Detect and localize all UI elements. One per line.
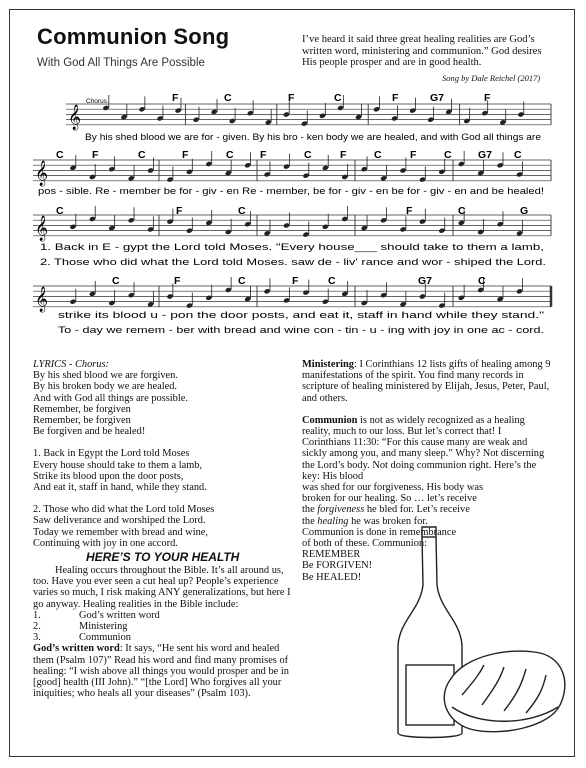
gods-word-label: God’s written word <box>33 643 120 655</box>
lyric-text-line: Every house should take to them a lamb, <box>33 459 203 471</box>
remember-line: Be HEALED! <box>302 571 362 583</box>
health-heading: HERE’S TO YOUR HEALTH <box>86 550 240 564</box>
lyric-line: By his shed blood we are for - given. By his bro - ken body we are healed, and with God all things are <box>85 132 541 143</box>
list-item <box>33 632 295 643</box>
chord: C <box>478 275 486 287</box>
chord: C <box>112 275 120 287</box>
communion-text: is not as widely recognized as a healing reality, much to our loss. But let’s correct that! I Corinthians 11:30: “For this cause many are weak and sickly among you, and many sleep.” Why? Not discerning the Lord’s body. Not doing communion right. Here’s the key: His blood <box>302 414 545 482</box>
bread-and-wine-illustration <box>380 515 570 755</box>
chord: F <box>174 275 181 287</box>
lyric-text-line: Remember, be forgiven <box>33 403 131 415</box>
chord: F <box>406 205 413 217</box>
list-item <box>33 610 295 621</box>
system-4 <box>58 275 544 336</box>
communion-line: of both of these. Communion: <box>302 538 427 550</box>
ministering-text: : I Corinthians 12 lists gifts of healing among 9 manifestations of the spirit. You find many records in scripture of healing ministered by Elijah, Jesus, Peter, Paul, and others. <box>302 359 551 404</box>
treble-clef-icon: 𝄞 <box>35 216 49 241</box>
list-text: Ministering <box>79 621 128 633</box>
lyric-text-line: By his broken body we are healed. <box>33 381 177 393</box>
song-credit: Song by Dale Reichel (2017) <box>442 73 541 83</box>
list-number: 2. <box>33 621 41 633</box>
chord: G <box>520 205 529 217</box>
communion-line: broken for our healing. So … let’s receive <box>302 493 477 505</box>
lyric-text-line: 2. Those who did what the Lord told Moses <box>33 504 215 516</box>
chord: F <box>410 149 417 161</box>
chord: C <box>458 205 466 217</box>
chord: F <box>176 205 183 217</box>
lyric-line: To - day we remem - ber with bread and wine con - tin - u - ing with joy in one ac - cord. <box>58 325 544 336</box>
health-intro: Healing occurs throughout the Bible. It’s all around us, too. Have you ever seen a cut heal up? People’s experience varies so much, I risk making ANY generalizations, but here I go anyway. Healing realities in the Bible include: <box>33 565 291 610</box>
lyric-text-line: Remember, be forgiven <box>33 415 131 427</box>
chord: C <box>444 149 452 161</box>
chord: F <box>92 149 99 161</box>
communion-line: was shed for our forgiveness. His body was <box>302 482 484 494</box>
chord: C <box>56 205 64 217</box>
chord: C <box>224 92 232 104</box>
lyric-line: 2. Those who did what the Lord told Moses. saw de - liv' rance and wor - shiped the Lord. <box>40 257 546 268</box>
communion-line <box>302 504 552 515</box>
lyric-line: strike its blood u - pon the door posts, and eat it, staff in hand while they stand." <box>58 310 544 321</box>
system-1 <box>85 92 541 143</box>
treble-clef-icon: 𝄞 <box>68 105 82 130</box>
lyrics-section <box>33 359 295 549</box>
chord: C <box>328 275 336 287</box>
chorus-marker: Chorus <box>86 98 107 105</box>
text-fragment: he bled for. Let’s receive <box>364 504 470 516</box>
system-2 <box>38 149 544 197</box>
chord: F <box>340 149 347 161</box>
lyric-line: 1. Back in E - gypt the Lord told Moses. "Every house___ should take to them a lamb, <box>40 242 544 253</box>
chord: G7 <box>418 275 433 287</box>
lyrics-heading: LYRICS - Chorus: <box>33 359 110 370</box>
sheet-music <box>0 0 586 350</box>
emphasis-healing: healing <box>317 515 349 527</box>
chord: C <box>238 205 246 217</box>
chord: G7 <box>430 92 445 104</box>
chord: C <box>304 149 312 161</box>
communion-paragraph <box>302 415 552 482</box>
health-section <box>33 565 295 699</box>
chord: C <box>238 275 246 287</box>
chord: C <box>226 149 234 161</box>
chord: F <box>484 92 491 104</box>
lyric-text-line: Today we remember with bread and wine, <box>33 526 208 538</box>
chord: C <box>138 149 146 161</box>
text-fragment: the <box>302 504 318 516</box>
ministering-label: Ministering <box>302 359 354 370</box>
lyric-text-line: Be forgiven and be healed! <box>33 426 146 438</box>
lyric-text-line: Strike its blood upon the door posts, <box>33 470 184 482</box>
text-fragment: he was broken for. <box>348 515 428 527</box>
text-fragment: the <box>302 515 318 527</box>
lyric-text-line: Continuing with joy in one accord. <box>33 537 178 549</box>
lyric-text-line: And with God all things are possible. <box>33 392 188 404</box>
treble-clef-icon: 𝄞 <box>35 161 49 186</box>
lyric-text-line: Saw deliverance and worshiped the Lord. <box>33 515 206 527</box>
gods-word-paragraph <box>33 643 295 699</box>
gods-word-text: : It says, “He sent his word and healed them (Psalm 107)” Read his word and find many promises of healing: “I wish above all things you would prosper and be in [good] health (III John).” “[the Lord] Who forgives all your iniquities; who heals all your diseases” (Psalm 103). <box>33 643 289 700</box>
lyric-text-line: By his shed blood we are forgiven. <box>33 370 178 382</box>
chord: F <box>292 275 299 287</box>
list-number: 3. <box>33 632 41 644</box>
lyric-text-line: 1. Back in Egypt the Lord told Moses <box>33 448 190 460</box>
remember-line: REMEMBER <box>302 549 361 561</box>
lyric-text-line: And eat it, staff in hand, while they stand. <box>33 482 207 494</box>
emphasis-forgiveness: forgiveness <box>317 504 365 516</box>
lyric-line: pos - sible. Re - member be for - giv - en Re - member, be for - giv - en be for - giv - en and be healed! <box>38 186 544 197</box>
page-title: Communion Song <box>37 24 230 49</box>
system-3 <box>40 205 546 268</box>
list-text: God’s written word <box>79 609 160 621</box>
chord: F <box>288 92 295 104</box>
ministering-paragraph <box>302 359 552 404</box>
communion-line: Communion is done in remembrance <box>302 526 457 538</box>
chord: C <box>56 149 64 161</box>
remember-line: Be FORGIVEN! <box>302 560 373 572</box>
chord: F <box>392 92 399 104</box>
chord: F <box>260 149 267 161</box>
treble-clef-icon: 𝄞 <box>35 287 49 312</box>
chord: F <box>172 92 179 104</box>
chord: C <box>514 149 522 161</box>
chord: F <box>182 149 189 161</box>
intro-text: I’ve heard it said three great healing realities are God’s written word, ministering and communion.” God desires His people prosper and are in good health. <box>302 34 542 68</box>
chord: G7 <box>478 149 493 161</box>
list-text: Communion <box>79 632 131 644</box>
chord: C <box>374 149 382 161</box>
page-subtitle: With God All Things Are Possible <box>37 57 205 69</box>
list-number: 1. <box>33 609 41 621</box>
communion-label: Communion <box>302 414 358 426</box>
chord: C <box>334 92 342 104</box>
list-item <box>33 621 295 632</box>
